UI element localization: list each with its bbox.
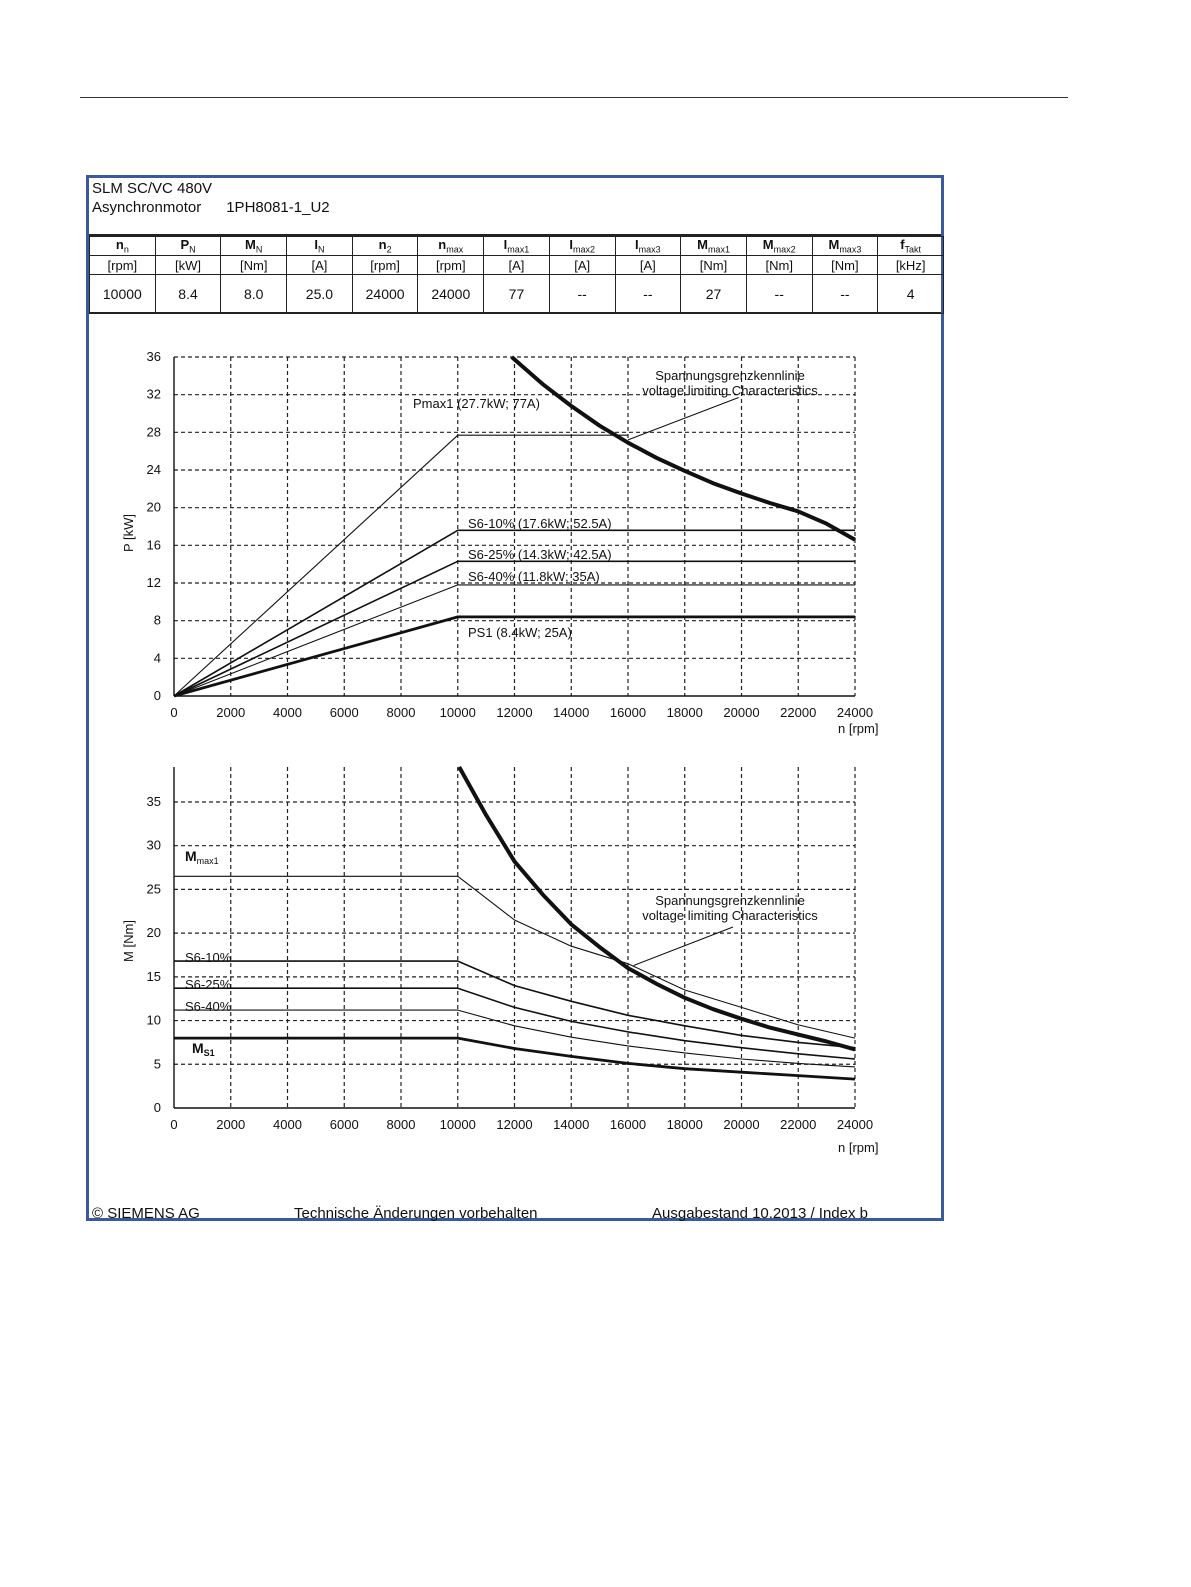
ms1-label-sub: S1 <box>203 1048 215 1058</box>
power-y-tick-label: 0 <box>153 688 161 703</box>
spec-value: -- <box>615 275 681 314</box>
torque-x-tick-label: 16000 <box>609 1117 647 1132</box>
voltage-limit-label-en-m: voltage limiting Characteristics <box>642 908 818 923</box>
spec-unit: [Nm] <box>681 256 747 275</box>
mmax1-label-sub: max1 <box>196 856 219 866</box>
spec-value: -- <box>812 275 878 314</box>
power-x-tick-label: 6000 <box>329 705 359 720</box>
spec-unit: [A] <box>549 256 615 275</box>
torque-chart <box>89 765 944 1165</box>
torque-x-tick-label: 18000 <box>666 1117 703 1132</box>
voltage-limit-label-de: Spannungsgrenzkennlinie <box>655 368 805 383</box>
spec-symbol-subscript: 2 <box>386 244 392 255</box>
spec-header-5 <box>418 237 484 256</box>
voltage-limit-label-de-m: Spannungsgrenzkennlinie <box>655 893 805 908</box>
spec-symbol: I <box>503 237 508 253</box>
torque-xunit: n [rpm] <box>838 1140 879 1155</box>
power-x-tick-label: 24000 <box>836 705 874 720</box>
torque-x-tick-label: 2000 <box>216 1117 246 1132</box>
power-x-tick-label: 12000 <box>496 705 533 720</box>
spec-header-3 <box>287 237 353 256</box>
power-xunit: n [rpm] <box>838 721 879 736</box>
pmax1-label: Pmax1 (27.7kW; 77A) <box>413 396 540 411</box>
spec-symbol-subscript: N <box>255 244 263 255</box>
spec-symbol-subscript: max1 <box>507 244 530 255</box>
spec-value: -- <box>549 275 615 314</box>
spec-symbol: n <box>378 237 387 253</box>
power-y-tick-label: 12 <box>146 575 161 590</box>
torque-x-tick-label: 22000 <box>780 1117 817 1132</box>
s6-10-torque-label: S6-10% <box>185 950 232 965</box>
spec-unit: [A] <box>484 256 550 275</box>
datasheet-header <box>92 179 330 217</box>
spec-unit: [A] <box>615 256 681 275</box>
torque-y-tick-label: 10 <box>146 1012 161 1028</box>
s6-25-power-label: S6-25% (14.3kW; 42.5A) <box>468 547 612 562</box>
torque-y-tick-label: 15 <box>146 968 161 984</box>
power-y-tick-label: 28 <box>146 424 161 440</box>
ms1-label <box>192 1040 215 1058</box>
s6-10-power-label: S6-10% (17.6kW; 52.5A) <box>468 516 612 531</box>
power-y-tick-label: 20 <box>146 499 161 515</box>
torque-x-tick-label: 6000 <box>329 1117 359 1132</box>
header-line-1: SLM SC/VC 480V <box>92 180 213 197</box>
mmax1-label-main: M <box>185 848 197 864</box>
spec-symbol: I <box>314 237 318 253</box>
header-line-2: Asynchronmotor 1PH8081-1_U2 <box>92 199 330 216</box>
ms1-label-main: M <box>192 1040 204 1056</box>
spec-symbol: M <box>762 237 774 253</box>
power-y-tick-label: 8 <box>153 612 161 628</box>
spec-symbol-subscript: max2 <box>773 244 796 255</box>
spec-unit: [rpm] <box>352 256 418 275</box>
torque-y-tick-label: 25 <box>146 881 161 897</box>
torque-x-tick-label: 12000 <box>496 1117 533 1132</box>
spec-value: 24000 <box>418 275 484 314</box>
power-ylabel: P [kW] <box>121 513 136 553</box>
power-x-tick-label: 14000 <box>553 705 590 720</box>
power-y-tick-label: 32 <box>146 386 161 402</box>
power-x-tick-label: 16000 <box>609 705 647 720</box>
spec-value: 8.4 <box>155 275 221 314</box>
spec-symbol-subscript: N <box>189 244 196 255</box>
spec-value: 77 <box>484 275 550 314</box>
spec-symbol: n <box>438 237 447 253</box>
spec-symbol: n <box>115 237 124 253</box>
spec-unit: [rpm] <box>90 256 156 275</box>
spec-symbol-subscript: n <box>123 244 129 255</box>
torque-x-tick-label: 4000 <box>273 1117 302 1132</box>
footer-notice: Technische Änderungen vorbehalten <box>294 1205 538 1222</box>
spec-symbol-subscript: max2 <box>572 244 595 255</box>
spec-value: 10000 <box>90 275 156 314</box>
torque-x-tick-label: 14000 <box>553 1117 590 1132</box>
datasheet-frame <box>86 175 944 1221</box>
spec-symbol-subscript: max1 <box>707 244 730 255</box>
spec-value: 25.0 <box>287 275 353 314</box>
spec-unit: [Nm] <box>221 256 287 275</box>
spec-header-7 <box>549 237 615 256</box>
torque-y-tick-label: 35 <box>146 793 161 809</box>
spec-symbol: I <box>569 237 573 253</box>
spec-unit: [kHz] <box>878 256 944 275</box>
power-x-tick-label: 8000 <box>386 705 416 720</box>
spec-header-6 <box>484 237 550 256</box>
torque-y-tick-label: 20 <box>146 925 161 941</box>
power-y-tick-label: 16 <box>146 537 161 553</box>
spec-symbol-subscript: Takt <box>904 244 922 255</box>
spec-header-11 <box>812 237 878 256</box>
spec-table-bottom-rule <box>89 312 941 314</box>
torque-x-tick-label: 10000 <box>439 1117 476 1132</box>
spec-symbol-subscript: N <box>317 244 325 255</box>
s6-40-power-label: S6-40% (11.8kW; 35A) <box>468 569 600 584</box>
voltage-limit-label-en: voltage limiting Characteristics <box>642 383 818 398</box>
power-y-tick-label: 4 <box>153 650 161 666</box>
power-x-tick-label: 22000 <box>780 705 817 720</box>
spec-unit-row <box>90 256 944 275</box>
spec-header-8 <box>615 237 681 256</box>
spec-header-2 <box>221 237 287 256</box>
power-x-tick-label: 18000 <box>666 705 703 720</box>
spec-header-1 <box>155 237 221 256</box>
spec-symbol: P <box>180 237 190 253</box>
power-chart <box>89 340 944 750</box>
power-y-tick-label: 36 <box>146 349 161 364</box>
spec-symbol-subscript: max <box>446 244 464 255</box>
spec-value: 24000 <box>352 275 418 314</box>
spec-unit: [kW] <box>155 256 221 275</box>
spec-value: 27 <box>681 275 747 314</box>
spec-symbol: M <box>828 237 840 253</box>
spec-unit: [Nm] <box>812 256 878 275</box>
s6-40-torque-label: S6-40% <box>185 999 232 1014</box>
spec-symbol: M <box>245 237 256 253</box>
spec-unit: [Nm] <box>746 256 812 275</box>
torque-x-tick-label: 8000 <box>386 1117 416 1132</box>
torque-annotation-pointer <box>634 927 733 965</box>
torque-x-tick-label: 24000 <box>836 1117 874 1132</box>
page-top-rule <box>80 97 1068 98</box>
spec-header-10 <box>746 237 812 256</box>
power-x-tick-label: 4000 <box>273 705 302 720</box>
footer-edition: Ausgabestand 10.2013 / Index b <box>652 1205 869 1222</box>
torque-x-tick-label: 20000 <box>723 1117 760 1132</box>
s6-25-torque-label: S6-25% <box>185 977 232 992</box>
torque-y-tick-label: 30 <box>146 837 161 853</box>
ps1-label: PS1 (8.4kW; 25A) <box>468 625 572 640</box>
spec-symbol: I <box>635 237 639 253</box>
spec-symbol-subscript: max3 <box>839 244 862 255</box>
power-annotation-pointer <box>628 397 739 439</box>
spec-symbol: M <box>697 237 708 253</box>
spec-unit: [rpm] <box>418 256 484 275</box>
torque-y-tick-label: 5 <box>153 1056 161 1072</box>
spec-header-12 <box>878 237 944 256</box>
torque-series-4 <box>174 1038 855 1079</box>
spec-symbol: f <box>900 237 905 253</box>
spec-table <box>89 236 944 314</box>
spec-symbol-subscript: max3 <box>638 244 661 255</box>
spec-header-0 <box>90 237 156 256</box>
spec-symbol-row <box>90 237 944 256</box>
spec-value: -- <box>746 275 812 314</box>
torque-ylabel: M [Nm] <box>121 920 136 962</box>
spec-header-9 <box>681 237 747 256</box>
spec-value-row <box>90 275 944 314</box>
spec-value: 8.0 <box>221 275 287 314</box>
power-x-tick-label: 10000 <box>439 705 476 720</box>
spec-unit: [A] <box>287 256 353 275</box>
power-y-tick-label: 24 <box>146 462 161 477</box>
mmax1-label <box>185 848 219 866</box>
spec-value: 4 <box>878 275 944 314</box>
spec-header-4 <box>352 237 418 256</box>
torque-x-tick-label: 0 <box>170 1117 178 1132</box>
power-x-tick-label: 0 <box>170 705 178 720</box>
power-x-tick-label: 20000 <box>723 705 760 720</box>
torque-y-tick-label: 0 <box>153 1100 161 1115</box>
footer-copyright: © SIEMENS AG <box>92 1205 200 1222</box>
power-x-tick-label: 2000 <box>216 705 246 720</box>
